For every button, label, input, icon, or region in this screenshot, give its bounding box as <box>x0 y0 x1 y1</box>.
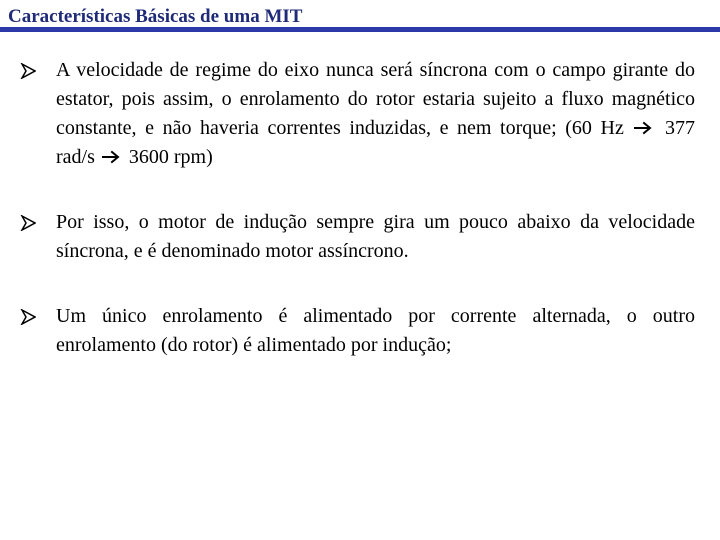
title-underline-rule <box>0 27 720 32</box>
bullet-3-text: Um único enrolamento é alimentado por corrente alternada, o outro enrolamento (do rotor) é alimentado por indução; <box>56 305 695 356</box>
slide-title: Características Básicas de uma MIT <box>8 6 303 27</box>
right-arrow-icon <box>102 150 120 164</box>
arrowhead-bullet-icon <box>20 215 36 231</box>
bullet-item-1 <box>20 56 695 172</box>
bullet-item-3 <box>20 302 695 360</box>
bullet-item-2 <box>20 208 695 266</box>
arrowhead-bullet-icon <box>20 309 36 325</box>
bullet-2-text: Por isso, o motor de indução sempre gira um pouco abaixo da velocidade síncrona, e é denominado motor assíncrono. <box>56 211 695 262</box>
bullet-1-text-part-a: A velocidade de regime do eixo nunca será síncrona com o campo girante do estator, pois assim, o enrolamento do rotor estaria sujeito a fluxo magnético constante, e não haveria correntes induzidas, e nem torque; (60 Hz <box>56 59 695 139</box>
arrowhead-bullet-icon <box>20 63 36 79</box>
bullet-1-text-part-c: 3600 rpm) <box>128 146 213 168</box>
slide-header <box>0 0 720 34</box>
right-arrow-icon <box>634 121 652 135</box>
bullet-list <box>20 56 695 396</box>
bullet-1-text-part-b: 377 rad/s <box>56 117 696 168</box>
